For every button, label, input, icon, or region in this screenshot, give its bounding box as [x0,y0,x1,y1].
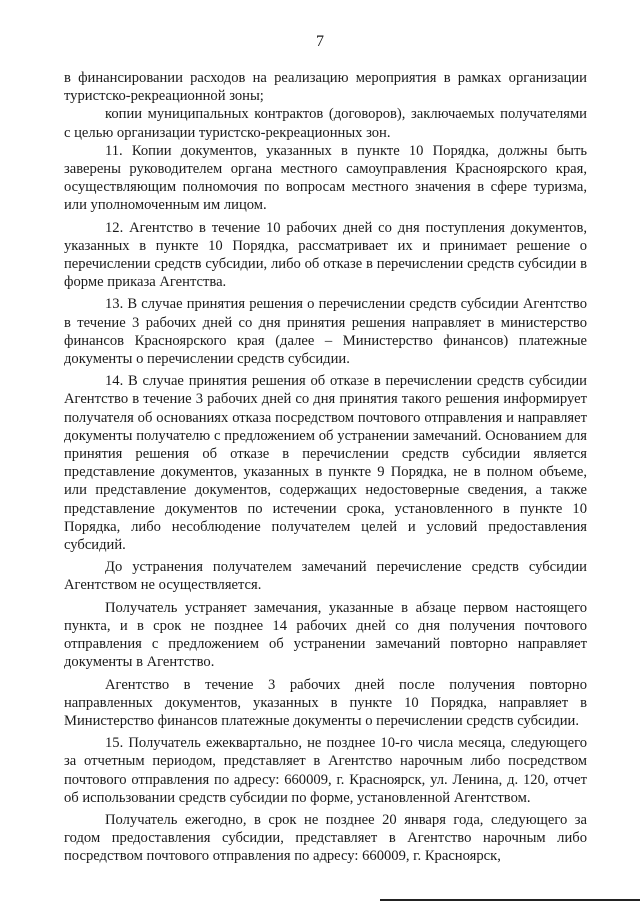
paragraph-15-annual: Получатель ежегодно, в срок не позднее 20 января года, следующего за годом предоставления субсидии, представляет в Агентство нарочным либо посредством почтового отправления по адресу: 660009, г. Красноярск, [64,811,587,865]
page-bottom-rule [380,899,640,901]
paragraph-13: 13. В случае принятия решения о перечислении средств субсидии Агентство в течение 3 рабочих дней со дня принятия решения направляет в министерство финансов Красноярского края (далее – Министерство финансов) платежные документы о перечислении средств субсидии. [64,296,587,368]
paragraph-14: 14. В случае принятия решения об отказе в перечислении средств субсидии Агентство в течение 3 рабочих дней со дня принятия такого решения информирует получателя об основаниях отказа посредством почтового отправления и направляет документы получателю с предложением об устранении замечаний. Основанием для принятия решения об отказе в перечислении средств субсидии является представление документов, указанных в пункте 9 Порядка, не в полном объеме, или представление документов, содержащих недостоверные сведения, а также представление документов по истечении срока, установленного в пункте 10 Порядка, либо несоблюдение получателем целей и условий предоставления субсидий. [64,373,587,554]
paragraph-continuation: в финансировании расходов на реализацию мероприятия в рамках организации туристско-рекреационной зоны; [64,70,587,105]
page-number: 7 [316,33,324,50]
paragraph-11: 11. Копии документов, указанных в пункте 10 Порядка, должны быть заверены руководителем органа местного самоуправления Красноярского края, осуществляющим полномочия по вопросам местного значения в сфере туризма, или уполномоченным им лицом. [64,142,587,214]
paragraph-14-no-transfer: До устранения получателем замечаний перечисление средств субсидии Агентством не осуществляется. [64,559,587,594]
document-body [64,69,587,866]
paragraph-contracts: копии муниципальных контрактов (договоров), заключаемых получателями с целью организации туристско-рекреационных зон. [64,106,587,141]
paragraph-12: 12. Агентство в течение 10 рабочих дней со дня поступления документов, указанных в пункте 10 Порядка, рассматривает их и принимает решение о перечислении средств субсидии, либо об отказе в перечислении средств субсидии в форме приказа Агентства. [64,219,587,291]
paragraph-15: 15. Получатель ежеквартально, не позднее 10-го числа месяца, следующего за отчетным периодом, представляет в Агентство нарочным либо посредством почтового отправления по адресу: 660009, г. Красноярск, ул. Ленина, д. 120, отчет об использовании средств субсидии по форме, установленной Агентством. [64,735,587,806]
paragraph-14-recipient-fixes: Получатель устраняет замечания, указанные в абзаце первом настоящего пункта, и в срок не позднее 14 рабочих дней со дня получения почтового отправления с предложением об устранении замечаний повторно направляет документы в Агентство. [64,599,587,671]
paragraph-14-agency-resend: Агентство в течение 3 рабочих дней после получения повторно направленных документов, указанных в пункте 10 Порядка, направляет в Министерство финансов платежные документы о перечислении средств субсидии. [64,676,587,729]
